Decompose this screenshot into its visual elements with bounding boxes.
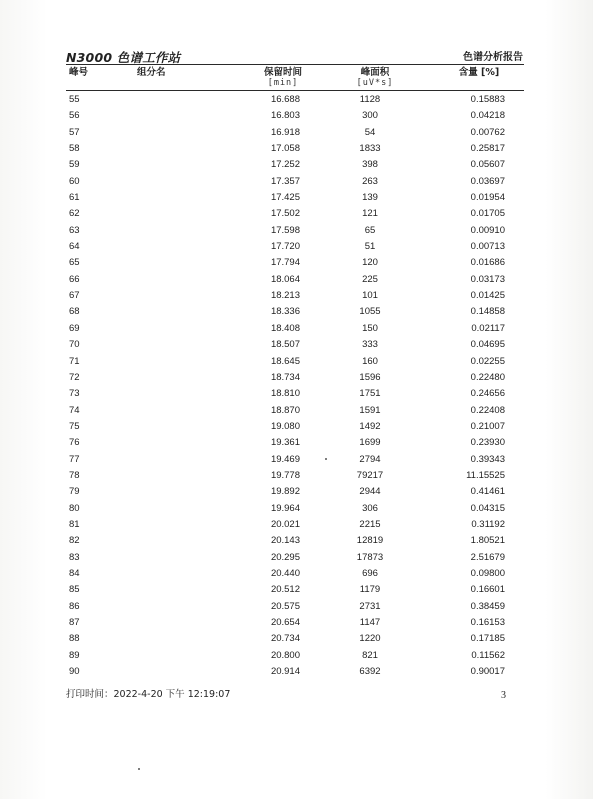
table-row — [0, 303, 593, 319]
amount-cell: 0.17185 — [470, 633, 505, 645]
table-row — [0, 663, 593, 679]
amount-cell: 0.00713 — [470, 241, 505, 253]
amount-cell: 0.02255 — [470, 355, 505, 367]
peak-number-cell: 64 — [69, 241, 80, 253]
retention-time-cell: 19.892 — [270, 486, 300, 498]
table-row — [0, 189, 593, 205]
retention-time-cell: 19.964 — [270, 502, 300, 514]
amount-cell: 0.01954 — [470, 192, 505, 204]
retention-time-cell: 20.295 — [270, 551, 300, 563]
table-row — [0, 222, 593, 238]
paper-speck — [325, 458, 327, 460]
peak-area-cell: 79217 — [356, 469, 384, 481]
retention-time-cell: 17.252 — [270, 159, 300, 171]
amount-cell: 0.41461 — [470, 486, 505, 498]
table-row — [0, 565, 593, 581]
peak-number-cell: 89 — [69, 649, 80, 661]
peak-area-cell: 1699 — [359, 437, 381, 449]
table-row — [0, 581, 593, 597]
peak-area-cell: 54 — [364, 126, 376, 138]
amount-cell: 1.80521 — [470, 535, 505, 547]
peak-number-cell: 65 — [69, 257, 80, 269]
retention-time-cell: 18.064 — [270, 273, 300, 285]
table-row — [0, 205, 593, 221]
amount-cell: 0.16153 — [470, 617, 505, 628]
table-row — [0, 336, 593, 352]
amount-cell: 0.23930 — [470, 437, 505, 449]
peak-number-cell: 63 — [69, 224, 80, 236]
table-row — [0, 516, 593, 532]
peak-number-cell: 87 — [69, 617, 80, 628]
table-row — [0, 630, 593, 646]
peak-number-cell: 60 — [69, 175, 80, 187]
amount-cell: 0.14858 — [470, 306, 505, 318]
workstation-title: N3000 色谱工作站 — [66, 50, 181, 65]
peak-number-cell: 68 — [69, 306, 80, 318]
table-row — [0, 614, 593, 630]
peak-number-cell: 82 — [69, 535, 80, 547]
peak-number-cell: 66 — [69, 273, 80, 285]
peak-number-cell: 85 — [69, 584, 80, 596]
peak-area-cell: 2731 — [359, 600, 381, 612]
peak-number-cell: 56 — [69, 110, 80, 122]
amount-cell: 0.04695 — [470, 339, 505, 351]
amount-cell: 0.00762 — [470, 126, 505, 138]
retention-time-cell: 17.357 — [270, 175, 300, 187]
column-header-retention-label: 保留时间 — [263, 67, 302, 78]
table-row — [0, 156, 593, 172]
print-time: 打印时间：2022-4-20 下午 12:19:07 — [66, 689, 231, 700]
peak-area-cell: 398 — [362, 159, 378, 171]
amount-cell: 0.01705 — [470, 208, 505, 220]
retention-time-cell: 17.502 — [270, 208, 300, 220]
peak-area-cell: 139 — [362, 192, 378, 204]
retention-time-cell: 18.645 — [270, 355, 300, 367]
peak-area-cell: 6392 — [359, 666, 381, 678]
column-header-amount: 含量 [%] — [458, 67, 500, 78]
peak-area-cell: 263 — [362, 175, 378, 187]
amount-cell: 0.21007 — [470, 420, 505, 432]
retention-time-cell: 20.512 — [270, 584, 300, 596]
table-row — [0, 353, 593, 369]
amount-cell: 0.16601 — [470, 584, 505, 596]
peak-number-cell: 62 — [69, 208, 80, 220]
peak-area-cell: 2794 — [359, 453, 381, 465]
peak-area-cell: 1179 — [359, 584, 381, 596]
peak-number-cell: 86 — [69, 600, 80, 612]
retention-time-cell: 17.720 — [270, 241, 300, 253]
amount-cell: 0.03697 — [470, 175, 505, 187]
retention-time-cell: 17.598 — [270, 224, 300, 236]
peak-area-cell: 306 — [362, 502, 378, 514]
peak-number-cell: 83 — [69, 551, 80, 563]
peak-number-cell: 81 — [69, 518, 80, 530]
peak-area-cell: 1128 — [359, 94, 381, 105]
amount-cell: 0.24656 — [470, 388, 505, 400]
retention-time-cell: 18.213 — [270, 290, 300, 302]
retention-time-cell: 20.734 — [270, 633, 300, 645]
column-header-retention — [259, 67, 307, 89]
table-row — [0, 173, 593, 189]
peak-number-cell: 79 — [69, 486, 80, 498]
page-number: 3 — [501, 690, 506, 701]
amount-cell: 0.05607 — [470, 159, 505, 171]
peak-number-cell: 69 — [69, 322, 80, 334]
peak-area-cell: 17873 — [356, 551, 384, 563]
amount-cell: 0.09800 — [470, 567, 505, 579]
table-row — [0, 532, 593, 548]
peak-number-cell: 58 — [69, 143, 80, 155]
peak-area-cell: 101 — [362, 290, 378, 302]
column-header-retention-unit: [min] — [267, 78, 299, 88]
retention-time-cell: 19.469 — [270, 453, 300, 465]
peak-area-cell: 1055 — [359, 306, 381, 318]
peak-area-cell: 2944 — [359, 486, 381, 498]
retention-time-cell: 18.734 — [270, 371, 300, 383]
retention-time-cell: 16.803 — [270, 110, 300, 122]
amount-cell: 0.11562 — [471, 649, 505, 661]
amount-cell: 0.04315 — [470, 502, 505, 514]
peak-number-cell: 76 — [69, 437, 80, 449]
table-row — [0, 385, 593, 401]
retention-time-cell: 20.021 — [270, 518, 300, 530]
amount-cell: 0.01686 — [470, 257, 505, 269]
peak-number-cell: 78 — [69, 469, 80, 481]
table-row — [0, 238, 593, 254]
retention-time-cell: 17.058 — [270, 143, 300, 155]
amount-cell: 0.39343 — [470, 453, 505, 465]
table-row — [0, 434, 593, 450]
table-row — [0, 598, 593, 614]
amount-cell: 2.51679 — [470, 551, 505, 563]
amount-cell: 0.03173 — [470, 273, 505, 285]
peak-area-cell: 1833 — [359, 143, 381, 155]
retention-time-cell: 20.654 — [270, 617, 300, 628]
peak-area-cell: 333 — [362, 339, 378, 351]
peak-area-cell: 1147 — [359, 617, 381, 628]
peak-number-cell: 84 — [69, 567, 80, 579]
retention-time-cell: 17.425 — [270, 192, 300, 204]
header-top-rule — [66, 64, 524, 65]
amount-cell: 0.01425 — [470, 290, 505, 302]
peak-area-cell: 120 — [362, 257, 378, 269]
peak-area-cell: 1492 — [359, 420, 381, 432]
peak-number-cell: 77 — [69, 453, 80, 465]
peak-number-cell: 74 — [69, 404, 80, 416]
peak-table — [0, 91, 593, 679]
peak-area-cell: 225 — [362, 273, 378, 285]
peak-area-cell: 2215 — [359, 518, 381, 530]
column-header-peak: 峰号 — [69, 67, 89, 78]
retention-time-cell: 20.440 — [270, 567, 300, 579]
column-header-area — [355, 67, 395, 89]
retention-time-cell: 16.688 — [270, 94, 300, 105]
peak-number-cell: 88 — [69, 633, 80, 645]
column-header-area-label: 峰面积 — [360, 67, 390, 78]
amount-cell: 0.22408 — [470, 404, 505, 416]
table-row — [0, 254, 593, 270]
peak-area-cell: 1596 — [359, 371, 381, 383]
table-row — [0, 500, 593, 516]
retention-time-cell: 18.336 — [270, 306, 300, 318]
peak-number-cell: 71 — [69, 355, 80, 367]
peak-area-cell: 300 — [362, 110, 378, 122]
peak-area-cell: 65 — [364, 224, 376, 236]
retention-time-cell: 19.361 — [270, 437, 300, 449]
amount-cell: 0.15883 — [470, 94, 505, 105]
peak-number-cell: 61 — [69, 192, 80, 204]
table-row — [0, 124, 593, 140]
table-row — [0, 483, 593, 499]
table-row — [0, 418, 593, 434]
retention-time-cell: 16.918 — [270, 126, 300, 138]
table-row — [0, 271, 593, 287]
amount-cell: 0.04218 — [470, 110, 505, 122]
peak-area-cell: 1591 — [359, 404, 381, 416]
peak-number-cell: 73 — [69, 388, 80, 400]
peak-number-cell: 80 — [69, 502, 80, 514]
retention-time-cell: 17.794 — [270, 257, 300, 269]
retention-time-cell: 20.914 — [270, 666, 300, 678]
retention-time-cell: 18.507 — [270, 339, 300, 351]
table-row — [0, 369, 593, 385]
table-row — [0, 402, 593, 418]
retention-time-cell: 18.870 — [270, 404, 300, 416]
column-header-area-unit: [uV*s] — [356, 78, 394, 88]
retention-time-cell: 18.810 — [270, 388, 300, 400]
retention-time-cell: 19.778 — [270, 469, 300, 481]
table-row — [0, 647, 593, 663]
table-row — [0, 320, 593, 336]
table-row — [0, 549, 593, 565]
amount-cell: 0.31192 — [471, 518, 505, 530]
retention-time-cell: 20.800 — [270, 649, 300, 661]
peak-area-cell: 51 — [364, 241, 376, 253]
column-header-name: 组分名 — [137, 67, 166, 78]
peak-number-cell: 67 — [69, 290, 80, 302]
peak-area-cell: 150 — [362, 322, 378, 334]
amount-cell: 0.90017 — [470, 666, 505, 678]
table-row — [0, 91, 593, 107]
peak-area-cell: 821 — [362, 649, 378, 661]
peak-number-cell: 90 — [69, 666, 80, 678]
peak-area-cell: 12819 — [356, 535, 384, 547]
peak-area-cell: 121 — [362, 208, 378, 220]
table-row — [0, 140, 593, 156]
amount-cell: 0.00910 — [470, 224, 505, 236]
amount-cell: 0.38459 — [470, 600, 505, 612]
retention-time-cell: 18.408 — [270, 322, 300, 334]
retention-time-cell: 20.143 — [270, 535, 300, 547]
report-title: 色谱分析报告 — [463, 52, 523, 63]
peak-area-cell: 160 — [362, 355, 378, 367]
table-row — [0, 287, 593, 303]
amount-cell: 0.22480 — [470, 371, 505, 383]
amount-cell: 11.15525 — [466, 469, 505, 481]
peak-number-cell: 72 — [69, 371, 80, 383]
peak-number-cell: 55 — [69, 94, 80, 105]
retention-time-cell: 20.575 — [270, 600, 300, 612]
peak-number-cell: 57 — [69, 126, 80, 138]
peak-area-cell: 1220 — [359, 633, 381, 645]
table-row — [0, 107, 593, 123]
table-row — [0, 451, 593, 467]
table-row — [0, 467, 593, 483]
peak-number-cell: 75 — [69, 420, 80, 432]
peak-area-cell: 696 — [362, 567, 378, 579]
retention-time-cell: 19.080 — [270, 420, 300, 432]
peak-number-cell: 59 — [69, 159, 80, 171]
amount-cell: 0.25817 — [470, 143, 505, 155]
peak-area-cell: 1751 — [359, 388, 381, 400]
amount-cell: 0.02117 — [471, 322, 505, 334]
peak-number-cell: 70 — [69, 339, 80, 351]
paper-speck — [138, 768, 140, 770]
